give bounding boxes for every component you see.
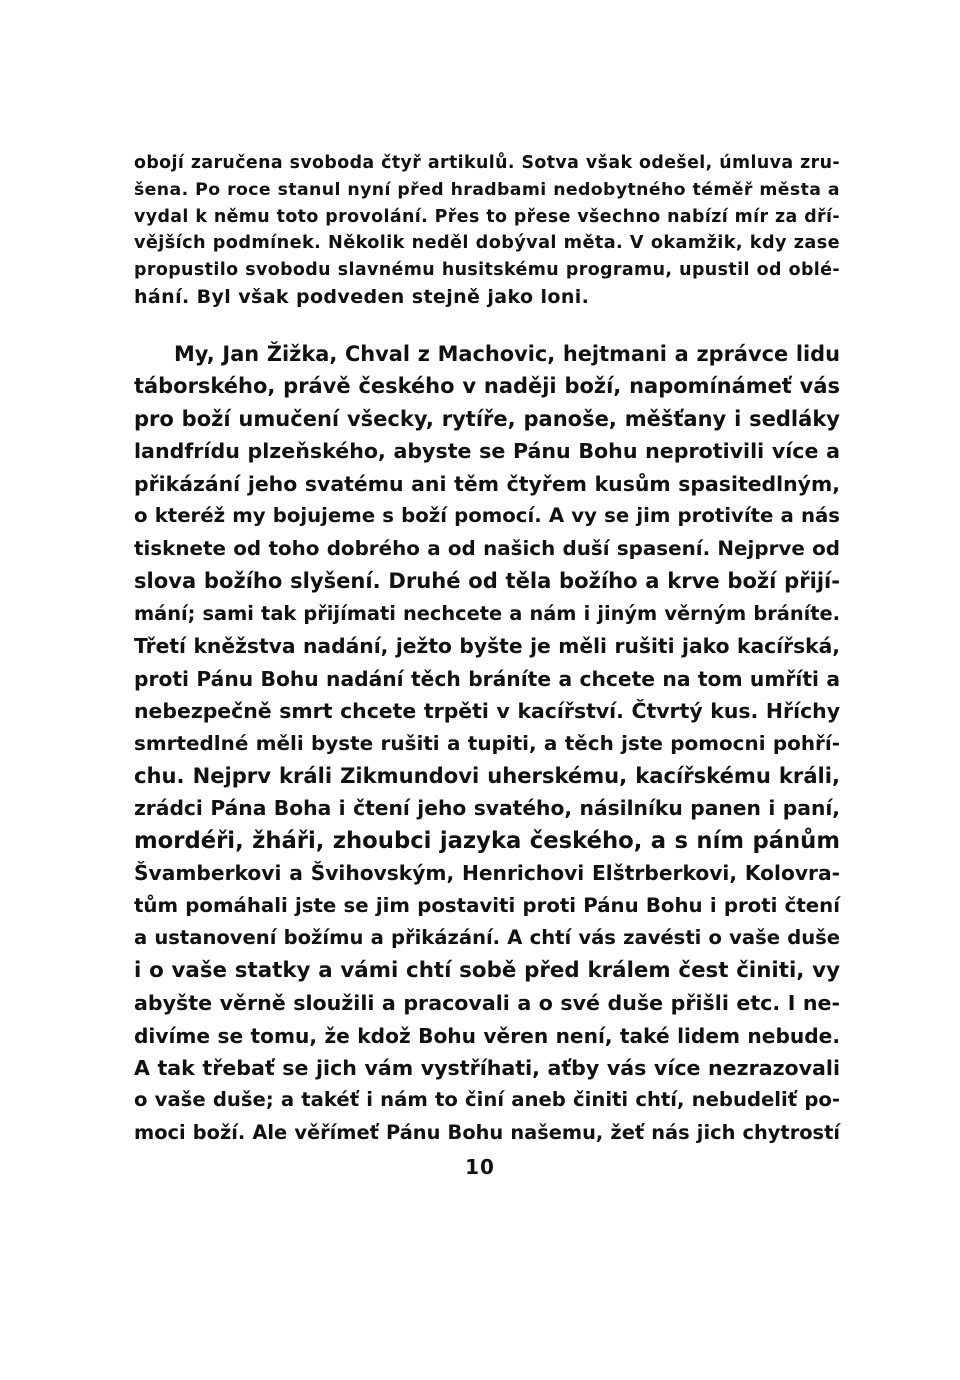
- proclamation-paragraph: [134, 338, 840, 1149]
- proclamation-line: abyšte věrně sloužili a pracovali a o své duše přišli etc. I ne-: [134, 991, 840, 1016]
- intro-line: vějších podmínek. Několik neděl dobýval měta. V okamžik, kdy zase: [134, 233, 840, 254]
- proclamation-line: Švamberkovi a Švihovským, Henrichovi Elštrberkovi, Kolovra-: [134, 861, 840, 886]
- proclamation-line: táborského, právě českého v naději boží, napomínámeť vás: [134, 374, 840, 399]
- intro-line: šena. Po roce stanul nyní před hradbami nedobytného téměř města a: [134, 179, 840, 200]
- proclamation-line: divíme se tomu, že kdož Bohu věren není, také lidem nebude.: [134, 1023, 840, 1048]
- proclamation-line: tisknete od toho dobrého a od našich duší spasení. Nejprve od: [134, 536, 840, 560]
- intro-line: obojí zaručena svoboda čtyř artikulů. Sotva však odešel, úmluva zru-: [134, 153, 840, 173]
- proclamation-line: o kteréž my bojujeme s boží pomocí. A vy se jim protivíte a nás: [134, 504, 840, 528]
- proclamation-line: a ustanovení božímu a přikázání. A chtí vás zavésti o vaše duše: [134, 926, 840, 950]
- proclamation-line: mordéři, žháři, zhoubci jazyka českého, a s ním pánům: [134, 827, 840, 854]
- intro-line: propustilo svobodu slavnému husitskému programu, upustil od oblé-: [134, 260, 840, 281]
- proclamation-line: proti Pánu Bohu nadání těch bráníte a chcete na tom umříti a: [134, 666, 840, 691]
- proclamation-line: smrtedlné měli byste rušiti a tupiti, a těch jste pomocni pohří-: [134, 731, 840, 756]
- proclamation-line: mání; sami tak přijímati nechcete a nám i jiným věrným bráníte.: [134, 601, 840, 625]
- proclamation-line: landfrídu plzeňského, abyste se Pánu Bohu neprotivili více a: [134, 439, 840, 464]
- intro-paragraph: [134, 150, 840, 311]
- proclamation-line: i o vaše statky a vámi chtí sobě před králem čest činiti, vy: [134, 957, 840, 983]
- proclamation-line: Třetí kněžstva nadání, ježto byšte je měli rušiti jako kacířská,: [134, 634, 840, 659]
- proclamation-line: tům pomáhali jste se jim postaviti proti Pánu Bohu i proti čtení: [134, 893, 840, 917]
- proclamation-line: chu. Nejprv králi Zikmundovi uherskému, kacířskému králi,: [134, 762, 840, 788]
- proclamation-line: pro boží umučení všecky, rytíře, panoše, měšťany i sedláky: [134, 405, 840, 431]
- proclamation-line: moci boží. Ale věřímeť Pánu Bohu našemu, žeť nás jich chytrostí: [134, 1120, 840, 1144]
- proclamation-line: přikázání jeho svatému ani těm čtyřem kusům spasitedlným,: [134, 471, 840, 496]
- intro-line: hání. Byl však podveden stejně jako loni.: [134, 285, 590, 308]
- proclamation-line: slova božího slyšení. Druhé od těla božího a krve boží přijí-: [134, 568, 840, 594]
- proclamation-line: My, Jan Žižka, Chval z Machovic, hejtmani a zprávce lidu: [174, 342, 840, 366]
- page-number: 10: [465, 1155, 495, 1179]
- proclamation-line: zrádci Pána Boha i čtení jeho svatého, násilníku panen i paní,: [134, 796, 840, 821]
- proclamation-line: nebezpečně smrt chcete trpěti v kacířství. Čtvrtý kus. Hříchy: [134, 698, 840, 723]
- intro-line: vydal k němu toto provolání. Přes to přese všechno nabízí mír za dří-: [134, 206, 840, 227]
- proclamation-line: A tak třebať se jich vám vystříhati, aťby vás více nezrazovali: [134, 1055, 840, 1080]
- proclamation-line: o vaše duše; a takéť i nám to činí aneb činiti chtí, nebudeliť po-: [134, 1088, 840, 1112]
